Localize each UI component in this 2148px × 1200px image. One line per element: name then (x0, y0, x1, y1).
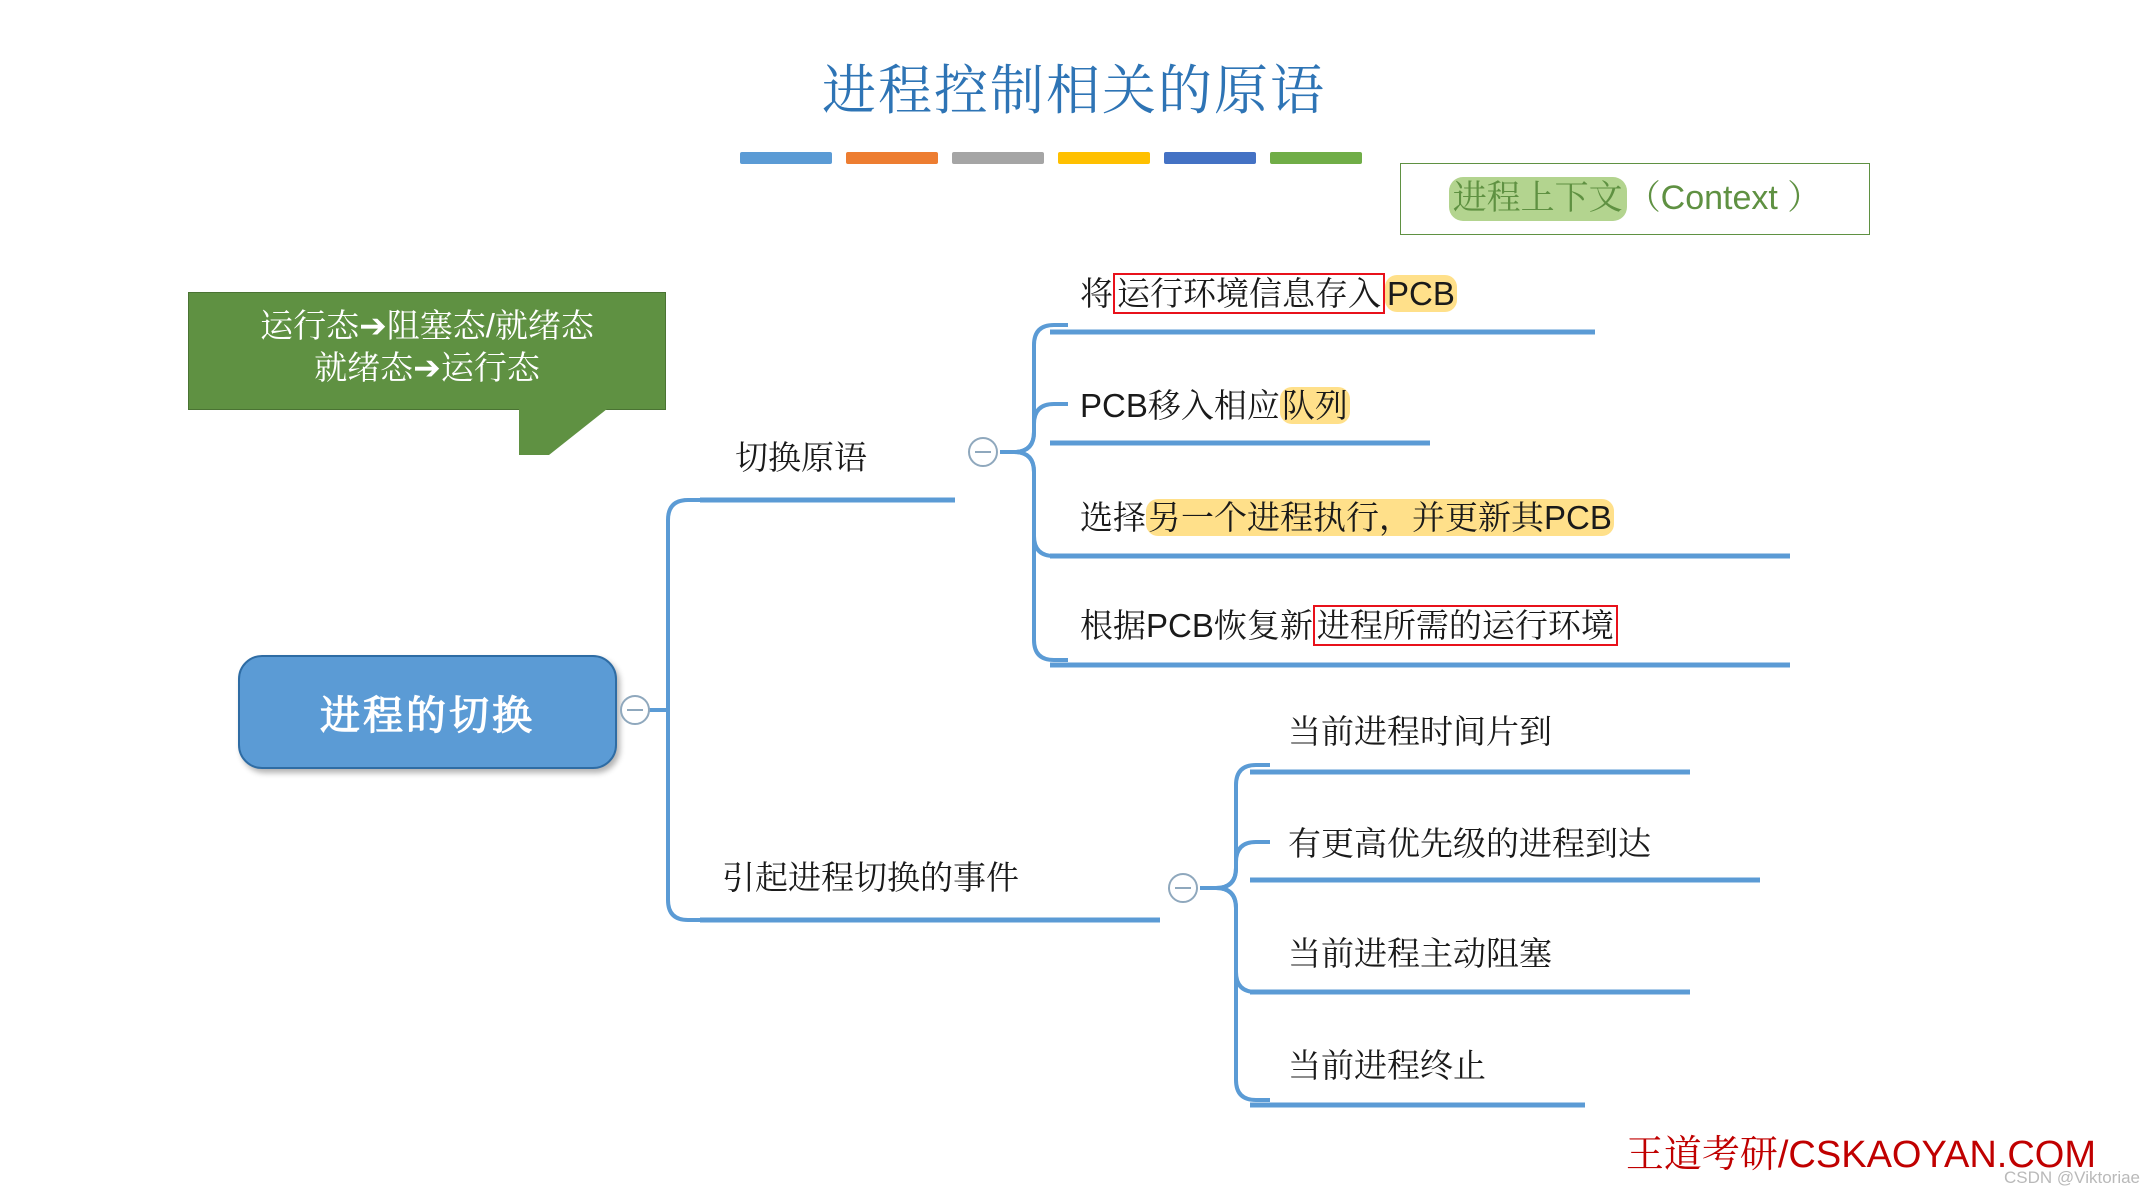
leaf-process-terminated[interactable]: 当前进程终止 (1288, 1047, 1486, 1084)
leaf-restore-env-from-pcb[interactable] (1080, 600, 1618, 647)
accent-bar-1 (740, 152, 832, 164)
accent-bar-3 (952, 152, 1044, 164)
callout-process-context (1400, 163, 1870, 235)
leaf-text-plain: PCB移入相应 (1080, 387, 1280, 424)
leaf-process-blocks-itself[interactable]: 当前进程主动阻塞 (1288, 935, 1552, 972)
collapse-toggle-branch-2[interactable] (1168, 873, 1198, 903)
leaf-text-highlight: 另一个进程执行，并更新其PCB (1148, 499, 1612, 536)
page-title: 进程控制相关的原语 (822, 61, 1326, 121)
leaf-text-redbox: 进程所需的运行环境 (1313, 605, 1618, 646)
leaf-text-redbox: 运行环境信息存入 (1113, 273, 1385, 314)
callout-context-highlight: 进程上下文 (1449, 177, 1627, 221)
collapse-toggle-root[interactable] (620, 695, 650, 725)
callout-context-rest: （Context ） (1626, 179, 1822, 218)
collapse-toggle-branch-1[interactable] (968, 437, 998, 467)
root-node-label: 进程的切换 (320, 693, 535, 738)
leaf-text-plain: 选择 (1080, 499, 1146, 536)
accent-bar-6 (1270, 152, 1362, 164)
accent-bar-4 (1058, 152, 1150, 164)
accent-bar-2 (846, 152, 938, 164)
watermark-author: CSDN @Viktoriae (2004, 1168, 2140, 1187)
leaf-time-slice-expired[interactable]: 当前进程时间片到 (1288, 713, 1552, 750)
leaf-pcb-to-queue[interactable] (1080, 380, 1350, 427)
root-node[interactable] (238, 655, 617, 769)
callout-state-line2: 就绪态➔运行态 (314, 349, 540, 387)
leaf-text-plain: 将 (1080, 275, 1113, 312)
leaf-select-other-process[interactable] (1080, 492, 1614, 539)
accent-bar-group (740, 152, 1362, 164)
branch-label-switch-primitive[interactable]: 切换原语 (735, 439, 867, 476)
leaf-text-highlight: 队列 (1281, 387, 1348, 424)
leaf-higher-priority-arrived[interactable]: 有更高优先级的进程到达 (1288, 825, 1651, 862)
leaf-save-env-to-pcb[interactable] (1080, 268, 1457, 315)
branch-label-switch-events[interactable]: 引起进程切换的事件 (722, 859, 1019, 896)
callout-tail (519, 409, 607, 455)
callout-state-line1: 运行态➔阻塞态/就绪态 (260, 307, 594, 344)
leaf-text-highlight: PCB (1387, 275, 1455, 312)
callout-state-transition (188, 292, 666, 410)
accent-bar-5 (1164, 152, 1256, 164)
watermark-brand: 王道考研/CSKAOYAN.COM (1625, 1134, 2096, 1176)
leaf-text-plain: 根据PCB恢复新 (1080, 607, 1313, 644)
